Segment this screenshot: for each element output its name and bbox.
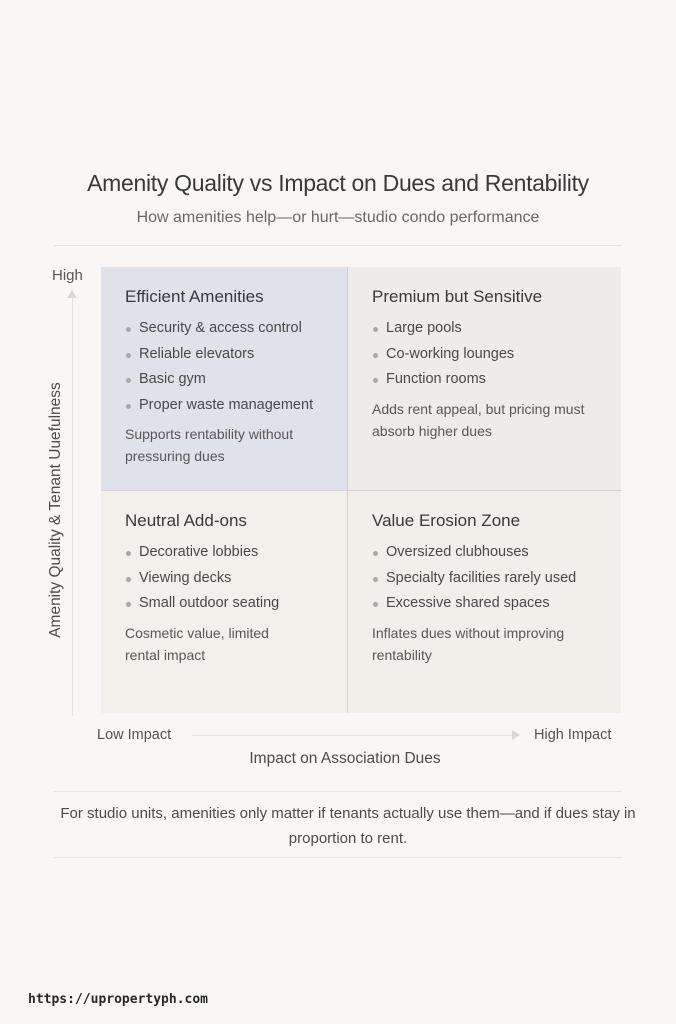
x-axis-title: Impact on Association Dues: [249, 750, 441, 767]
x-axis-high-label: High Impact: [534, 727, 612, 743]
list-item: Security & access control: [125, 316, 347, 342]
x-axis-low-label: Low Impact: [97, 727, 172, 743]
list-item: Decorative lobbies: [125, 540, 347, 566]
page-subtitle: How amenities help—or hurt—studio condo performance: [136, 209, 540, 226]
quadrant-title: Efficient Amenities: [125, 287, 264, 306]
y-axis-line: [72, 296, 73, 716]
list-item: Viewing decks: [125, 566, 347, 592]
y-axis-high-label: High: [52, 267, 83, 284]
quadrant-premium-but-sensitive: [348, 267, 621, 491]
top-divider: [54, 245, 622, 246]
list-item: Co-working lounges: [372, 342, 621, 368]
quadrant-neutral-add-ons: [101, 491, 348, 713]
quadrant-list: [125, 540, 347, 617]
quadrant-grid: [101, 267, 621, 713]
page-title: Amenity Quality vs Impact on Dues and Rentability: [87, 170, 589, 196]
list-item: Basic gym: [125, 367, 347, 393]
y-axis-title: Amenity Quality & Tenant Uuefulness: [47, 382, 64, 638]
list-item: Function rooms: [372, 367, 621, 393]
source-url: https://upropertyph.com: [28, 992, 209, 1007]
list-item: Small outdoor seating: [125, 591, 347, 617]
bottom-divider: [54, 857, 622, 858]
quadrant-note: Adds rent appeal, but pricing must absorb higher dues: [372, 400, 585, 439]
quadrant-title: Value Erosion Zone: [372, 511, 521, 530]
list-item: Large pools: [372, 316, 621, 342]
list-item: Reliable elevators: [125, 342, 347, 368]
quadrant-list: [372, 540, 621, 617]
quadrant-note: Supports rentability without pressuring dues: [125, 426, 294, 464]
x-axis-line: [192, 735, 512, 736]
middle-divider: [54, 791, 622, 792]
list-item: Excessive shared spaces: [372, 591, 621, 617]
quadrant-value-erosion-zone: [348, 491, 621, 713]
list-item: Oversized clubhouses: [372, 540, 621, 566]
quadrant-efficient-amenities: [101, 267, 348, 491]
quadrant-list: [372, 316, 621, 393]
list-item: Specialty facilities rarely used: [372, 566, 621, 592]
quadrant-list: [125, 316, 347, 418]
x-axis-arrow-icon: [512, 730, 520, 740]
footnote: For studio units, amenities only matter if tenants actually use them—and if dues stay in proportion to rent.: [60, 805, 636, 847]
quadrant-note: Cosmetic value, limited rental impact: [125, 624, 269, 663]
list-item: Proper waste management: [125, 393, 347, 419]
quadrant-title: Premium but Sensitive: [372, 287, 543, 306]
quadrant-title: Neutral Add-ons: [125, 511, 247, 530]
quadrant-note: Inflates dues without improving rentability: [372, 624, 565, 663]
